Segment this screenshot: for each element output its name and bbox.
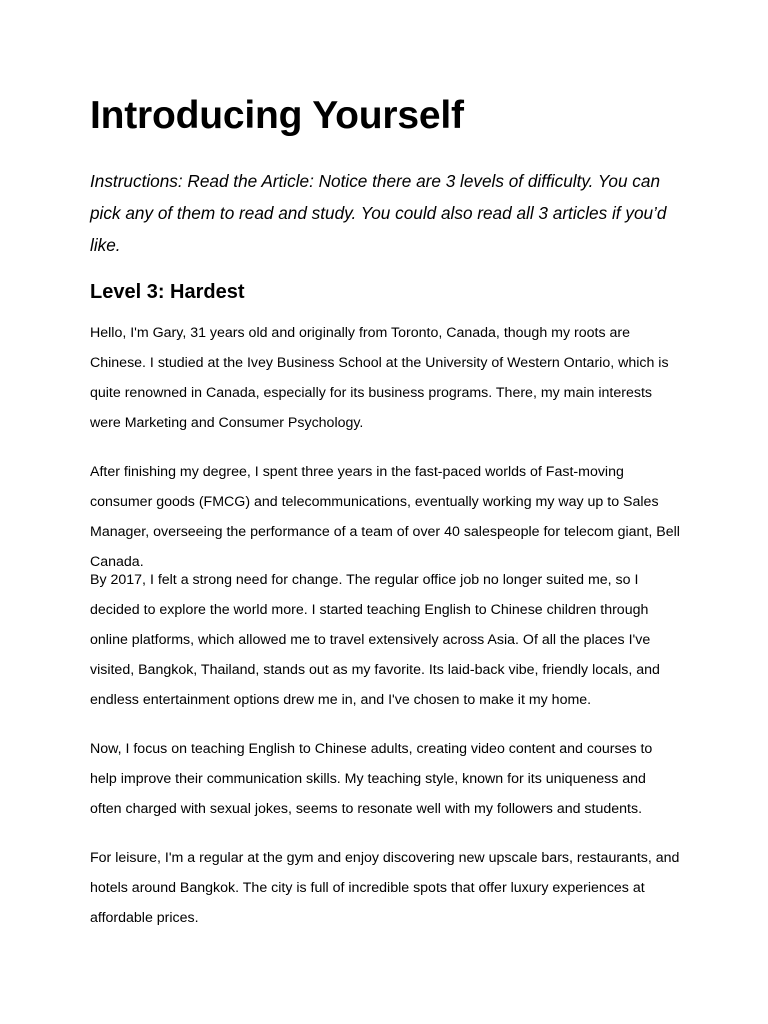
document-title: Introducing Yourself	[90, 94, 464, 137]
paragraph-background: Hello, I'm Gary, 31 years old and originally from Toronto, Canada, though my roots are Chinese. I studied at the Ivey Business School at the University of Western Ontario, which is quite renowned in Canada, especially for its business programs. There, my main interests were Marketing and Consumer Psychology.	[90, 325, 669, 431]
paragraph-career: After finishing my degree, I spent three years in the fast-paced worlds of Fast-moving consumer goods (FMCG) and telecommunications, eventually working my way up to Sales Manager, overseeing the performance of a team of over 40 salespeople for telecom giant, Bell Canada.	[90, 464, 680, 570]
paragraph-change: By 2017, I felt a strong need for change. The regular office job no longer suited me, so I decided to explore the world more. I started teaching English to Chinese children through online platforms, which allowed me to travel extensively across Asia. Of all the places I've visited, Bangkok, Thailand, stands out as my favorite. Its laid-back vibe, friendly locals, and endless entertainment options drew me in, and I've chosen to make it my home.	[90, 572, 660, 708]
section-heading: Level 3: Hardest	[90, 281, 245, 303]
paragraph-teaching: Now, I focus on teaching English to Chinese adults, creating video content and courses to help improve their communication skills. My teaching style, known for its uniqueness and often charged with sexual jokes, seems to resonate well with my followers and students.	[90, 741, 653, 817]
instructions-text: Instructions: Read the Article: Notice there are 3 levels of difficulty. You can pick any of them to read and study. You could also read all 3 articles if you’d like.	[90, 171, 667, 255]
paragraph-leisure: For leisure, I'm a regular at the gym and enjoy discovering new upscale bars, restaurants, and hotels around Bangkok. The city is full of incredible spots that offer luxury experiences at affordable prices.	[90, 850, 680, 926]
